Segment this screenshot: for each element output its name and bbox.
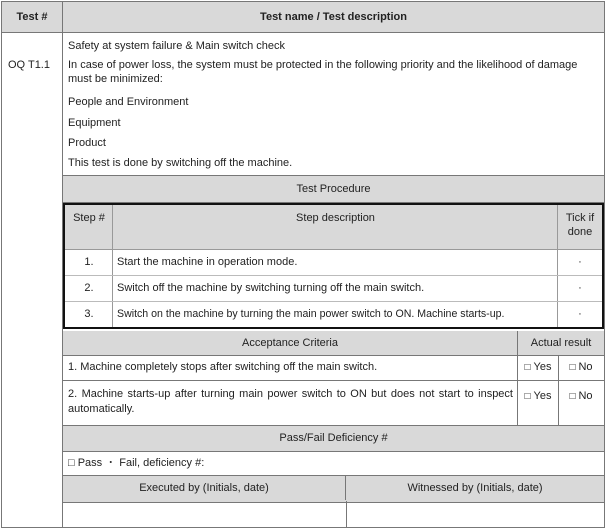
test-id: OQ T1.1: [8, 59, 50, 71]
step-number: 1.: [84, 256, 94, 268]
passfail-title: Pass/Fail Deficiency #: [63, 425, 604, 452]
tick-box[interactable]: ·: [578, 282, 582, 294]
tick-box[interactable]: ·: [578, 308, 582, 320]
step-number: 3.: [84, 308, 94, 320]
executed-by-label: Executed by (Initials, date): [63, 476, 346, 500]
executed-by-field[interactable]: [63, 502, 346, 527]
table-header: [2, 2, 604, 33]
signoff-header: [63, 475, 604, 503]
acceptance-criterion: 1. Machine completely stops after switching off the main switch.: [68, 361, 378, 373]
step-number: 2.: [84, 282, 94, 294]
checkbox-icon: □: [569, 362, 576, 373]
step-description-header: Step description: [296, 212, 375, 224]
yes-label: Yes: [533, 361, 552, 373]
yes-label: Yes: [533, 390, 552, 402]
step-description: Start the machine in operation mode.: [117, 256, 298, 268]
test-note: This test is done by switching off the machine.: [68, 157, 293, 169]
checkbox-icon: □: [524, 362, 531, 373]
acceptance-criterion: 2. Machine starts-up after turning main power switch to ON but does not start to inspect automatically.: [68, 388, 513, 415]
test-intro: In case of power loss, the system must be protected in the following priority and the likelihood of damage must be minimized:: [68, 59, 578, 85]
test-procedure-title: Test Procedure: [63, 175, 604, 203]
priority-item: People and Environment: [68, 96, 189, 108]
no-label: No: [578, 361, 593, 373]
priority-item: Product: [68, 137, 106, 149]
passfail-selection[interactable]: □ Pass ・ Fail, deficiency #:: [68, 457, 205, 469]
actual-result-header: Actual result: [517, 331, 604, 355]
yes-checkbox[interactable]: [518, 355, 558, 380]
yes-checkbox[interactable]: [518, 386, 558, 406]
step-description: Switch off the machine by switching turning off the main switch.: [117, 282, 425, 294]
tick-header: Tick if done: [565, 212, 595, 238]
procedure-table: [63, 203, 604, 329]
no-checkbox[interactable]: [559, 355, 603, 380]
witnessed-by-field[interactable]: [347, 502, 604, 527]
checkbox-icon: □: [524, 391, 531, 402]
test-title: Safety at system failure & Main switch check: [68, 40, 286, 52]
test-id-column: [2, 33, 63, 527]
test-form: [1, 1, 605, 528]
no-label: No: [578, 390, 593, 402]
test-number-header: Test #: [2, 2, 63, 32]
step-description: Switch on the machine by turning the main power switch to ON. Machine starts-up.: [117, 308, 505, 320]
checkbox-icon: □: [569, 391, 576, 402]
tick-box[interactable]: ·: [578, 256, 582, 268]
priority-item: Equipment: [68, 117, 121, 129]
step-number-header: Step #: [73, 212, 105, 224]
witnessed-by-label: Witnessed by (Initials, date): [407, 482, 543, 494]
acceptance-title: Acceptance Criteria: [242, 337, 338, 349]
acceptance-header: [63, 331, 604, 356]
test-name-header: Test name / Test description: [260, 11, 407, 23]
no-checkbox[interactable]: [559, 386, 603, 406]
